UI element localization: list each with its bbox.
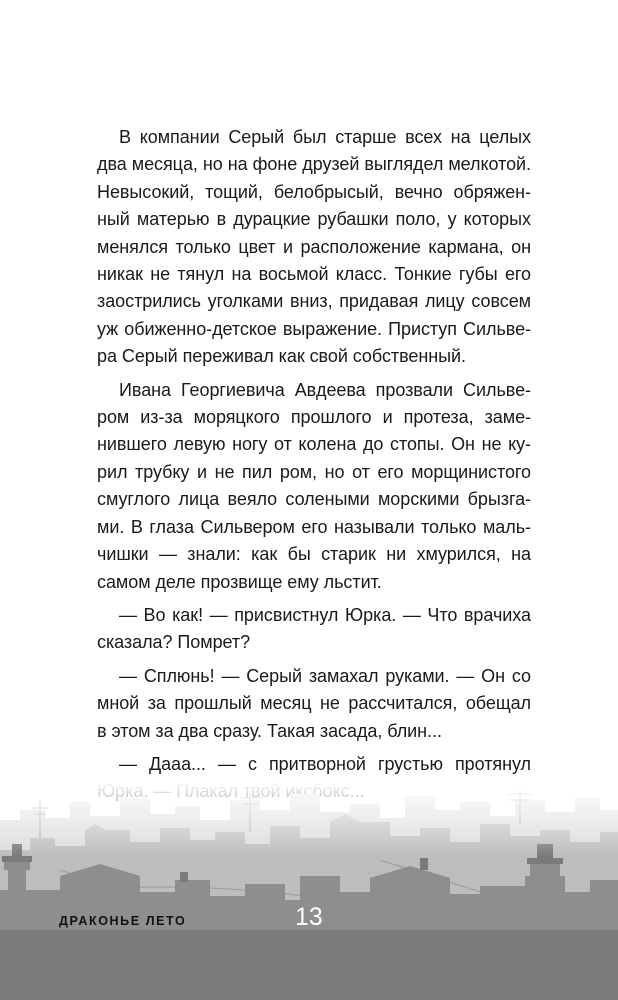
text-line: рил трубку и не пил ром, но от его морщинистого (97, 461, 531, 482)
text-line: Невысокий, тощий, белобрысый, вечно обряжен- (97, 181, 531, 202)
paragraph (97, 124, 531, 371)
running-title: ДРАКОНЬЕ ЛЕТО (59, 914, 187, 928)
city-rooftops-skyline-illustration (0, 780, 618, 1000)
text-line: — Сплюнь! — Серый замахал руками. — Он со (119, 665, 531, 686)
text-line: В компании Серый был старше всех на целых (119, 127, 531, 147)
skyline-fade (0, 780, 618, 1000)
text-line: два месяца, но на фоне друзей выглядел мелкотой. (97, 154, 531, 175)
text-line: ный матерью в дурацкие рубашки поло, у которых (97, 209, 531, 230)
text-line: — Во как! — присвистнул Юрка. — Что врачиха (119, 604, 531, 625)
text-line: ра Серый переживал как свой собственный. (97, 346, 466, 367)
text-line: самом деле прозвище ему льстит. (97, 571, 382, 592)
text-line: никак не тянул на восьмой класс. Тонкие губы его (97, 264, 531, 285)
text-line: ми. В глаза Сильвером его называли только маль- (97, 516, 531, 537)
text-line: чишки — знали: как бы старик ни хмурился, на (97, 544, 531, 565)
paragraph (97, 663, 531, 745)
text-line: заострились уголками вниз, придавая лицу совсем (97, 291, 531, 312)
text-line: ром из-за моряцкого прошлого и протеза, заме- (97, 407, 531, 428)
text-line: — Дааа... — с притворной грустью протянул (119, 753, 531, 774)
text-line: мной за прошлый месяц не рассчитался, обещал (97, 693, 531, 714)
text-line: смуглого лица веяло солеными морскими брызга- (97, 489, 531, 510)
text-line: менялся только цвет и расположение кармана, он (97, 236, 531, 257)
paragraph (97, 377, 531, 596)
text-line: нившего левую ногу от колена до стопы. Он не ку- (97, 434, 531, 455)
body-text (97, 124, 531, 812)
page-number: 13 (295, 903, 323, 931)
text-line: сказала? Помрет? (97, 632, 251, 653)
text-line: Ивана Георгиевича Авдеева прозвали Сильве- (119, 379, 531, 400)
text-line: уж обиженно-детское выражение. Приступ Сильве- (97, 318, 531, 339)
text-line: в этом за два сразу. Такая засада, блин... (97, 720, 442, 741)
paragraph (97, 602, 531, 657)
